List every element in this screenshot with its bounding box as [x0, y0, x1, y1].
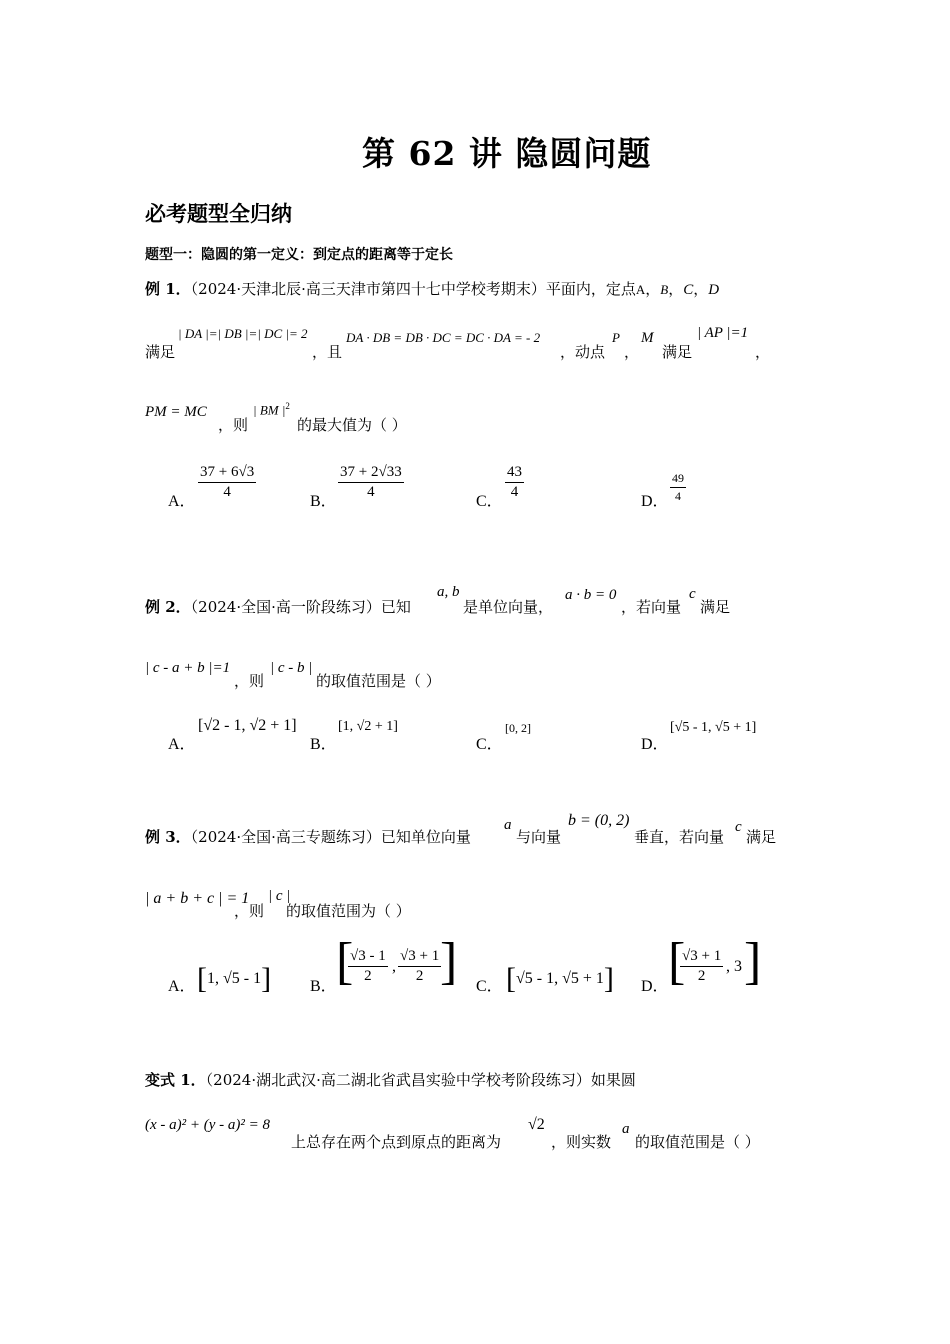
- page-title: 第 62 讲 隐圆问题: [362, 134, 652, 173]
- condition-a-b-c: | a + b + c | = 1: [145, 890, 250, 907]
- example-1-line-1: 例 1．（2024·天津北辰·高三天津市第四十七中学校考期末）平面内，定点A，B，C，D: [145, 280, 720, 298]
- example-2-label: 例 2．: [145, 598, 191, 616]
- example-1-source: （2024·天津北辰·高三天津市第四十七中学校考期末）平面内，定点: [190, 280, 636, 298]
- option-a-label: A．: [168, 736, 196, 753]
- option-d-label: D．: [641, 493, 669, 510]
- option-c-label: C．: [476, 493, 503, 510]
- example-3-label: 例 3．: [145, 828, 191, 846]
- vector-b: b = (0, 2): [568, 812, 630, 829]
- variant-1-label: 变式 1．: [145, 1071, 206, 1089]
- example-2-line-1: [145, 596, 411, 617]
- option-d-value: [√5 - 1, √5 + 1]: [670, 720, 757, 735]
- variant-1-line-1: [145, 1069, 636, 1090]
- option-c-label: C．: [476, 736, 503, 753]
- variant-1-source: （2024·湖北武汉·高二湖北省武昌实验中学校考阶段练习）如果圆: [205, 1071, 636, 1089]
- option-b-label: B．: [310, 736, 337, 753]
- option-b-value: $\frac{37 + 2√33}{4}$: [340, 464, 402, 500]
- option-a-value: [1, √5 - 1]: [197, 962, 272, 995]
- sqrt-two: √2: [528, 1116, 545, 1133]
- section-heading: 必考题型全归纳: [145, 201, 292, 226]
- option-d-value: $\frac{49}{4}$: [672, 471, 684, 503]
- example-1-label: 例 1．: [145, 280, 191, 298]
- option-a-label: A．: [168, 493, 196, 510]
- example-3-source: （2024·全国·高三专题练习）已知单位向量: [190, 828, 471, 846]
- option-a-label: A．: [168, 978, 196, 995]
- option-b-label: B．: [310, 978, 337, 995]
- condition-pm-mc: PM = MC: [145, 404, 207, 420]
- option-a-value: [√2 - 1, √2 + 1]: [198, 717, 297, 734]
- option-a-value: $\frac{37 + 6√3}{4}$: [200, 464, 255, 500]
- option-b-label: B．: [310, 493, 337, 510]
- condition-c-a-b: | c - a + b |=1: [145, 660, 231, 676]
- option-c-label: C．: [476, 978, 503, 995]
- example-3-line-1: [145, 826, 471, 847]
- option-d-label: D．: [641, 978, 669, 995]
- circle-equation: (x - a)² + (y - a)² = 8: [145, 1117, 271, 1133]
- dot-product-zero: a · b = 0: [565, 587, 617, 603]
- abs-c-minus-b: | c - b |: [270, 660, 313, 676]
- question-type-heading: 题型一：隐圆的第一定义：到定点的距离等于定长: [145, 247, 453, 263]
- condition-equal-lengths: | DA |=| DB |=| DC |= 2: [178, 326, 308, 341]
- bm-abs: | BM $|^2$: [253, 401, 290, 418]
- condition-ap: | AP |=1: [697, 325, 749, 341]
- document-page: 第 62 讲 隐圆问题 必考题型全归纳 题型一：隐圆的第一定义：到定点的距离等于定长 例 1．（2024·天津北辰·高三天津市第四十七中学校考期末）平面内，定点A，B，C，D 满足 | DA |=| DB |=| DC |= 2 ，且 DA · DB = DB · DC = DC · DA = - 2 ，动点 P ， M 满足 | AP |=1 ， PM = MC ，则 | BM $|^2$ 的最大值为（ ） A． $\frac{37 + 6√3}{4}$ B． $\frac{37 + 2√33}{4}$ C． $\frac{43}{4}$ D． $\frac{49}{4}$ 例 2．（2024·全国·高一阶段练习）已知 a, b 是单位向量， a · b = 0 ，若向量 c 满足 | c - a + b |=1 ，则 | c - b | 的取值范围是（ ） A． [√2 - 1, √2 + 1] B． [1, √2 + 1] C． [0, 2] D． [√5 - 1, √5 + 1] 例 3．（2024·全国·高三专题练习）已知单位向量 a 与向量 b = (0, 2) 垂直，若向量 c 满足 | a + b + c | = 1 ，则 | c | 的取值范围为（ ） A． [1, √5 - 1] B． [ $\frac{√3 - 1}{2}$ , $\frac{√3 + 1}{2}$ ] C． [√5 - 1, √5 + 1] D． [ $\frac{√3 + 1}{2}$ , 3 ] 变式 1．（2024·湖北武汉·高二湖北省武昌实验中学校考阶段练习）如果圆 (x - a)² + (y - a)² = 8 上总存在两个点到原点的距离为 √2 ，则实数 a 的取值范围是（ ）: [0, 0, 950, 1344]
- example-2-source: （2024·全国·高一阶段练习）已知: [190, 598, 411, 616]
- abs-c: | c |: [268, 888, 291, 904]
- option-c-value: [√5 - 1, √5 + 1]: [506, 962, 614, 995]
- option-c-value: [0, 2]: [505, 721, 531, 735]
- option-c-value: $\frac{43}{4}$: [507, 464, 522, 500]
- condition-dot-products: DA · DB = DB · DC = DC · DA = - 2: [346, 330, 541, 345]
- option-d-label: D．: [641, 736, 669, 753]
- option-b-value: [1, √2 + 1]: [338, 719, 398, 734]
